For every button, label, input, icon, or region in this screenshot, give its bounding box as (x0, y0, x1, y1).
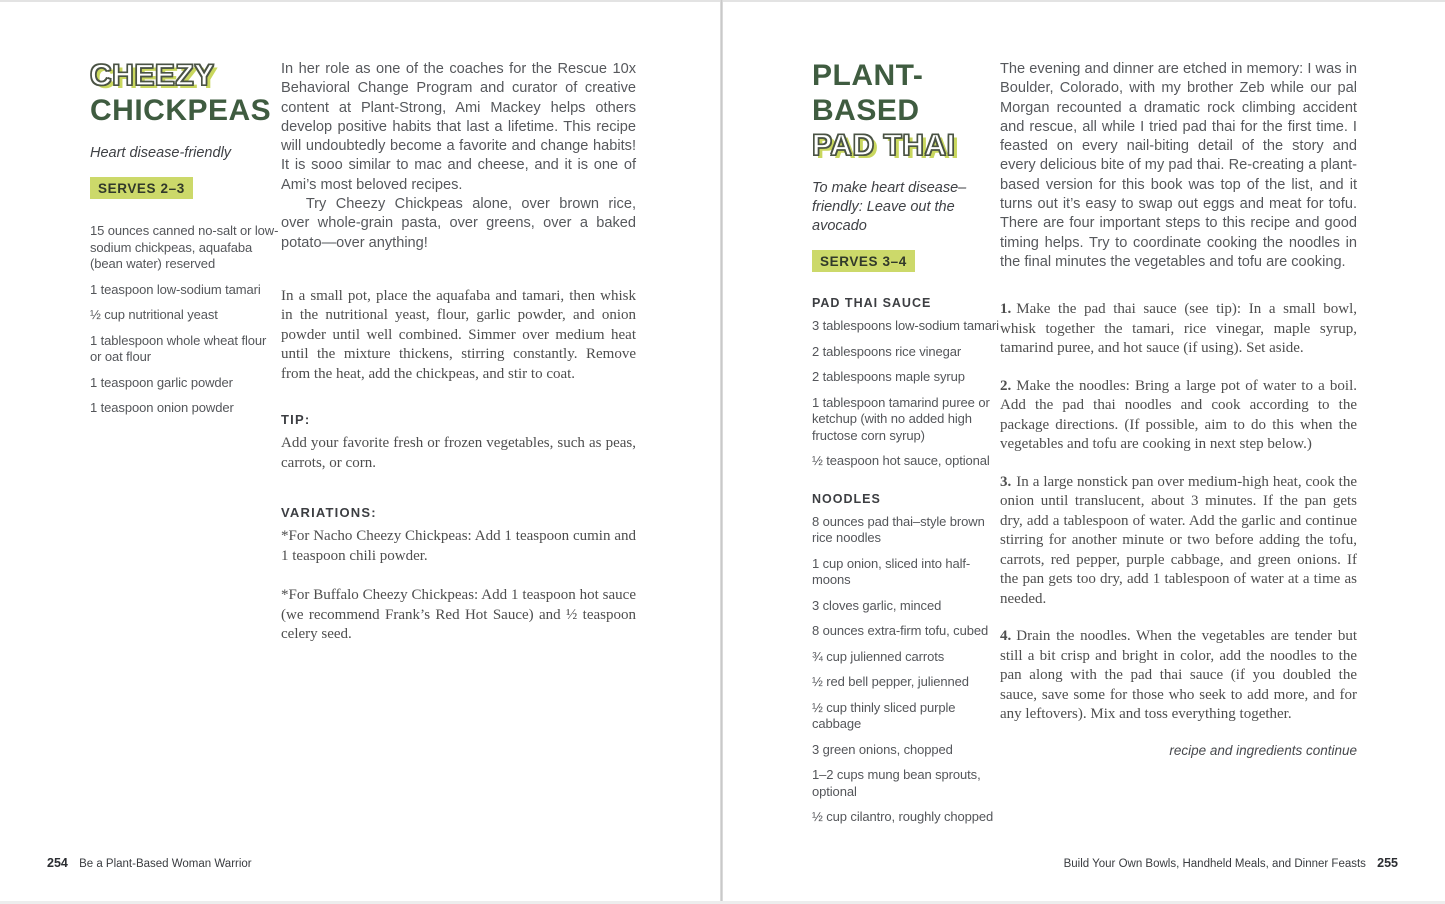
ingredient-item: 1 tablespoon tamarind puree or ketchup (with no added high fructose corn syrup) (812, 394, 990, 443)
left-page-body-column (281, 60, 636, 645)
ingredient-item: ¾ cup julienned carrots (812, 648, 945, 664)
sauce-section-header: PAD THAI SAUCE (812, 296, 932, 310)
ingredient-item: 3 green onions, chopped (812, 741, 953, 757)
left-page-ingredient-column (90, 58, 280, 426)
right-page-body-column (1000, 60, 1357, 758)
noodles-section-header: NOODLES (812, 491, 881, 506)
intro-paragraph: In her role as one of the coaches for the Rescue 10x Behavioral Change Program and curator of creative content at Plant-Strong, Ami Mackey helps others develop positive habits that last a lifetime. This recipe will undoubtedly become a favorite and change habits! It is sooo similar to mac and cheese, and it is one of Ami’s most beloved recipes. (281, 61, 636, 193)
step-number: 4. (1000, 628, 1012, 645)
step-4 (1000, 627, 1357, 725)
ingredient-item: 2 tablespoons rice vinegar (812, 343, 962, 359)
ingredient-item: 1 teaspoon low-sodium tamari (90, 281, 261, 297)
ingredient-item: 8 ounces pad thai–style brown rice noodles (812, 513, 985, 545)
method-paragraph: In a small pot, place the aquafaba and tamari, then whisk in the nutritional yeast, flour, garlic powder, and onion powder until well combined. Simmer over medium heat until the mixture thickens, stirring constantly. Remove from the heat, add the chickpeas, and stir to coat. (281, 287, 636, 382)
ingredient-item: 3 tablespoons low-sodium tamari (812, 318, 999, 333)
ingredient-item: ½ red bell pepper, julienned (812, 674, 969, 689)
page-number: 254 (47, 856, 68, 870)
recipe-title-line1: PLANT- (812, 59, 924, 92)
right-page-ingredient-column (812, 58, 1002, 835)
recipe-subtitle: To make heart disease–friendly: Leave out the avocado (812, 180, 967, 234)
recipe-title-cheezy-chickpeas (90, 58, 280, 128)
page-gutter-divider (720, 0, 723, 904)
ingredient-item: ½ cup cilantro, roughly chopped (812, 809, 994, 824)
left-page-footer (47, 856, 252, 870)
continue-note: recipe and ingredients continue (1169, 742, 1357, 758)
ingredient-item: ½ cup thinly sliced purple cabbage (812, 699, 956, 731)
step-2 (1000, 377, 1357, 455)
recipe-title-line2: BASED (812, 94, 920, 127)
footer-book-title: Be a Plant-Based Woman Warrior (79, 858, 252, 870)
ingredient-item: 1 teaspoon onion powder (90, 400, 234, 415)
page-number: 255 (1377, 856, 1398, 870)
ingredient-item: ½ teaspoon hot sauce, optional (812, 453, 990, 468)
variations-header: VARIATIONS: (281, 505, 377, 521)
step-3 (1000, 473, 1357, 610)
intro-paragraph: The evening and dinner are etched in memory: I was in Boulder, Colorado, with my brother Zeb while our pal Morgan recounted a dramatic rock climbing accident and rescue, all while I tried pad thai for the first time. I feasted on every nail-biting detail of the story and every delicious bite of my pad thai. Re-creating a plant-based version for this book was top of the list, and it turns out it’s easy to swap out eggs and meat for tofu. There are four important steps to this recipe and good timing helps. Try to coordinate cooking the noodles in the final minutes the vegetables and tofu are cooking. (1000, 61, 1357, 270)
step-text: In a large nonstick pan over medium-high heat, cook the onion until translucent, about 3 minutes. If the pan gets dry, add a tablespoon of water. Add the garlic and continue stirring for another minute or two before adding the tofu, carrots, red pepper, purple cabbage, and green onions. If the pan gets too dry, add 1 tablespoon of water at a time as needed. (1000, 473, 1357, 607)
ingredient-item: 1 cup onion, sliced into half-moons (812, 555, 971, 587)
tip-text: Add your favorite fresh or frozen vegetables, such as peas, carrots, or corn. (281, 435, 636, 471)
variation-paragraph: *For Nacho Cheezy Chickpeas: Add 1 teaspoon cumin and 1 teaspoon chili powder. (281, 528, 636, 564)
step-text: Drain the noodles. When the vegetables are tender but still a bit crisp and bright in color, add the noodles to the pan along with the pad thai sauce (if you doubled the sauce, save some for those who seek to add more, and for any leftovers). Mix and toss everything together. (1000, 628, 1357, 723)
ingredient-item: 1 teaspoon garlic powder (90, 374, 233, 390)
ingredient-item: 8 ounces extra-firm tofu, cubed (812, 623, 989, 638)
variation-paragraph: *For Buffalo Cheezy Chickpeas: Add 1 teaspoon hot sauce (we recommend Frank’s Red Hot Sauce) and ½ teaspoon celery seed. (281, 587, 636, 643)
footer-section-title: Build Your Own Bowls, Handheld Meals, and Dinner Feasts (1063, 858, 1366, 870)
step-1 (1000, 300, 1357, 359)
ingredient-item: 3 cloves garlic, minced (812, 597, 942, 613)
tip-header: TIP: (281, 412, 311, 428)
ingredient-list (90, 223, 280, 417)
noodles-ingredient-list (812, 514, 1002, 826)
serves-badge: SERVES 3–4 (812, 250, 915, 272)
ingredient-item: 15 ounces canned no-salt or low-sodium chickpeas, aquafaba (bean water) reserved (90, 223, 279, 271)
recipe-title-line1: CHEEZY (90, 59, 215, 92)
sauce-ingredient-list (812, 318, 1002, 470)
ingredient-item: 2 tablespoons maple syrup (812, 369, 965, 384)
step-text: Make the pad thai sauce (see tip): In a small bowl, whisk together the tamari, rice vinegar, maple syrup, tamarind puree, and hot sauce (if using). Set aside. (1000, 301, 1357, 357)
intro-paragraph: Try Cheezy Chickpeas alone, over brown rice, over whole-grain pasta, over greens, over a baked potato—over anything! (281, 196, 636, 251)
step-number: 2. (1000, 377, 1012, 394)
right-page-footer (1064, 856, 1398, 870)
step-number: 1. (1000, 301, 1012, 318)
step-number: 3. (1000, 473, 1012, 490)
serves-badge: SERVES 2–3 (90, 177, 193, 199)
recipe-title-line3: PAD THAI (812, 129, 956, 162)
recipe-title-line2: CHICKPEAS (90, 94, 272, 127)
ingredient-item: ½ cup nutritional yeast (90, 307, 218, 322)
recipe-subtitle: Heart disease-friendly (90, 145, 232, 161)
ingredient-item: 1–2 cups mung bean sprouts, optional (812, 767, 981, 799)
step-text: Make the noodles: Bring a large pot of water to a boil. Add the pad thai noodles and cook according to the package directions. (If possible, aim to do this when the vegetables and tofu are cooking in next step below.) (1000, 377, 1357, 453)
recipe-title-plant-based-pad-thai (812, 58, 1002, 163)
ingredient-item: 1 tablespoon whole wheat flour or oat flour (90, 332, 267, 364)
